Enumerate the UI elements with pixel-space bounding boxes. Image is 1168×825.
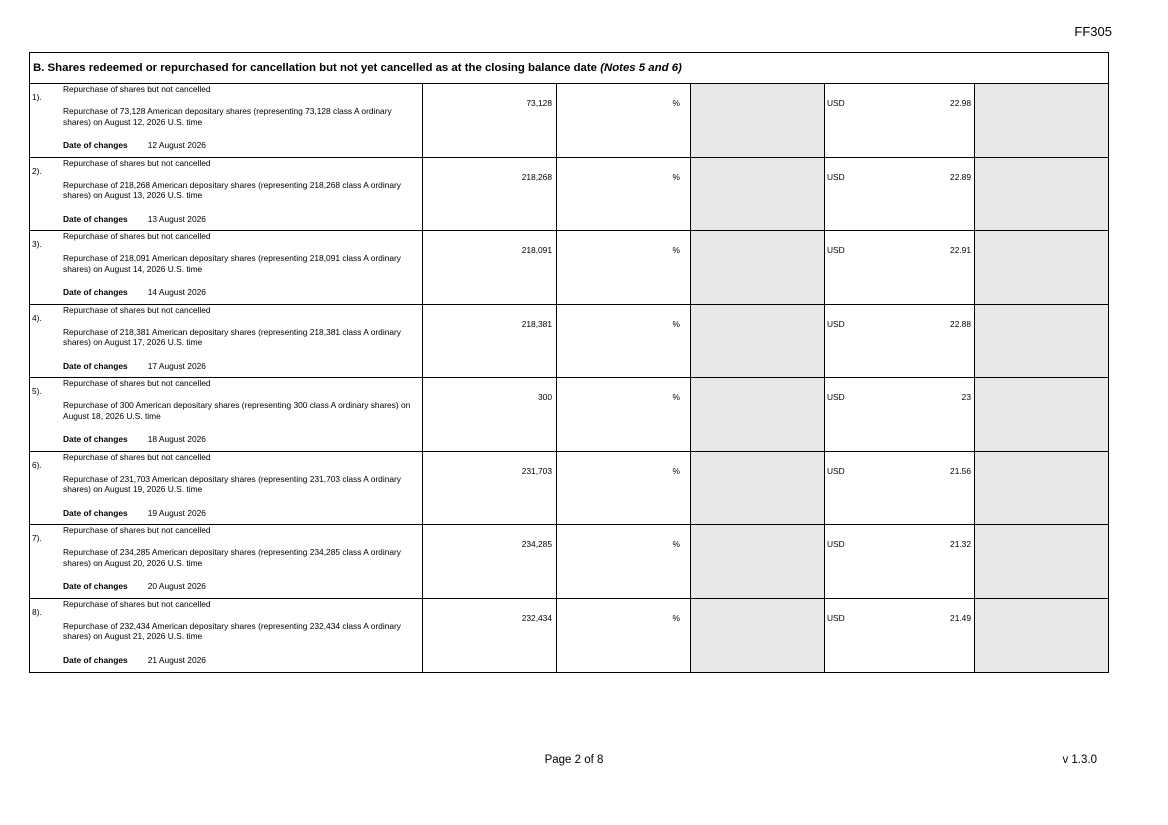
change-description: Repurchase of 234,285 American depositary shares (representing 234,285 class A ordinary shares) on August 20, 2026 U.S. time	[63, 547, 401, 568]
currency-label: USD	[827, 465, 845, 476]
price-value: 22.89	[950, 171, 971, 182]
date-of-changes	[63, 434, 206, 444]
change-type: Repurchase of shares but not cancelled	[63, 378, 211, 388]
table-row	[30, 158, 1108, 232]
shaded-cell	[975, 84, 1108, 157]
date-of-changes	[63, 287, 206, 297]
date-of-changes-label: Date of changes	[63, 287, 128, 297]
date-of-changes-label: Date of changes	[63, 213, 128, 224]
table-row	[30, 525, 1108, 599]
percent-cell: %	[557, 452, 691, 525]
table-row	[30, 231, 1108, 305]
number-of-shares: 300	[423, 378, 557, 451]
percent-cell: %	[557, 378, 691, 451]
price-cell	[825, 525, 975, 598]
shaded-cell	[691, 84, 825, 157]
change-description: Repurchase of 218,268 American depositary shares (representing 218,268 class A ordinary shares) on August 13, 2026 U.S. time	[63, 179, 401, 200]
shaded-cell	[975, 231, 1108, 304]
date-of-changes	[63, 361, 206, 371]
date-of-changes-value: 21 August 2026	[147, 654, 206, 665]
section-title	[30, 53, 1108, 84]
date-of-changes	[63, 214, 206, 224]
price-cell	[825, 158, 975, 231]
shaded-cell	[691, 525, 825, 598]
number-of-shares: 218,381	[423, 305, 557, 378]
date-of-changes-label: Date of changes	[63, 434, 128, 444]
date-of-changes	[63, 581, 206, 591]
date-of-changes-value: 12 August 2026	[147, 140, 206, 150]
change-type: Repurchase of shares but not cancelled	[63, 231, 211, 241]
price-value: 22.91	[950, 245, 971, 255]
row-index: 3).	[32, 239, 42, 249]
shaded-cell	[691, 231, 825, 304]
number-of-shares: 231,703	[423, 452, 557, 525]
shaded-cell	[691, 378, 825, 451]
price-value: 22.88	[950, 318, 971, 329]
change-description: Repurchase of 231,703 American depositary shares (representing 231,703 class A ordinary shares) on August 19, 2026 U.S. time	[63, 473, 401, 494]
date-of-changes-value: 20 August 2026	[147, 581, 206, 591]
number-of-shares: 234,285	[423, 525, 557, 598]
date-of-changes-value: 17 August 2026	[147, 360, 206, 371]
shaded-cell	[975, 599, 1108, 673]
percent-cell: %	[557, 599, 691, 673]
change-type: Repurchase of shares but not cancelled	[63, 304, 211, 315]
currency-label: USD	[827, 98, 845, 108]
change-type: Repurchase of shares but not cancelled	[63, 598, 211, 609]
section-notes: (Notes 5 and 6)	[600, 62, 682, 74]
change-type: Repurchase of shares but not cancelled	[63, 84, 211, 94]
price-cell	[825, 305, 975, 378]
date-of-changes	[63, 655, 206, 665]
description-cell	[30, 231, 423, 304]
row-index: 7).	[32, 533, 42, 543]
price-value: 23	[961, 392, 971, 402]
section-title-text: B. Shares redeemed or repurchased for cancellation but not yet cancelled as at the closing balance date	[33, 62, 598, 74]
currency-label: USD	[827, 171, 845, 182]
percent-cell: %	[557, 231, 691, 304]
row-index: 2).	[32, 165, 42, 176]
change-type: Repurchase of shares but not cancelled	[63, 157, 211, 168]
date-of-changes	[63, 140, 206, 150]
shaded-cell	[691, 305, 825, 378]
shaded-cell	[691, 158, 825, 231]
number-of-shares: 73,128	[423, 84, 557, 157]
shaded-cell	[691, 452, 825, 525]
shaded-cell	[975, 378, 1108, 451]
currency-label: USD	[827, 245, 845, 255]
price-cell	[825, 599, 975, 673]
date-of-changes-value: 18 August 2026	[147, 434, 206, 444]
price-cell	[825, 378, 975, 451]
repurchase-section	[29, 52, 1109, 673]
number-of-shares: 218,268	[423, 158, 557, 231]
description-cell	[30, 525, 423, 598]
price-value: 21.49	[950, 612, 971, 623]
date-of-changes-label: Date of changes	[63, 507, 128, 518]
shaded-cell	[975, 305, 1108, 378]
price-cell	[825, 231, 975, 304]
currency-label: USD	[827, 539, 845, 549]
date-of-changes-label: Date of changes	[63, 140, 128, 150]
percent-cell: %	[557, 158, 691, 231]
shaded-cell	[691, 599, 825, 673]
table-row	[30, 305, 1108, 379]
row-index: 5).	[32, 386, 42, 396]
number-of-shares: 232,434	[423, 599, 557, 673]
change-description: Repurchase of 218,381 American depositary shares (representing 218,381 class A ordinary shares) on August 17, 2026 U.S. time	[63, 326, 401, 347]
description-cell	[30, 452, 423, 525]
percent-cell: %	[557, 305, 691, 378]
percent-cell: %	[557, 84, 691, 157]
entries-table	[30, 84, 1108, 672]
date-of-changes-label: Date of changes	[63, 654, 128, 665]
date-of-changes-value: 13 August 2026	[147, 213, 206, 224]
row-index: 8).	[32, 606, 42, 617]
change-type: Repurchase of shares but not cancelled	[63, 451, 211, 462]
change-type: Repurchase of shares but not cancelled	[63, 525, 211, 535]
description-cell	[30, 305, 423, 378]
table-row	[30, 599, 1108, 673]
shaded-cell	[975, 158, 1108, 231]
price-value: 21.32	[950, 539, 971, 549]
table-row	[30, 84, 1108, 158]
description-cell	[30, 84, 423, 157]
version-label: v 1.3.0	[1062, 754, 1097, 766]
shaded-cell	[975, 452, 1108, 525]
number-of-shares: 218,091	[423, 231, 557, 304]
table-row	[30, 452, 1108, 526]
description-cell	[30, 599, 423, 673]
date-of-changes-value: 14 August 2026	[147, 287, 206, 297]
currency-label: USD	[827, 612, 845, 623]
date-of-changes-value: 19 August 2026	[147, 507, 206, 518]
date-of-changes-label: Date of changes	[63, 581, 128, 591]
table-row	[30, 378, 1108, 452]
change-description: Repurchase of 232,434 American depositary shares (representing 232,434 class A ordinary shares) on August 21, 2026 U.S. time	[63, 620, 401, 641]
percent-cell: %	[557, 525, 691, 598]
price-cell	[825, 84, 975, 157]
row-index: 1).	[32, 92, 42, 102]
price-value: 22.98	[950, 98, 971, 108]
change-description: Repurchase of 73,128 American depositary shares (representing 73,128 class A ordinary shares) on August 12, 2026 U.S. time	[63, 106, 392, 127]
change-description: Repurchase of 300 American depositary shares (representing 300 class A ordinary shares) on August 18, 2026 U.S. time	[63, 400, 411, 421]
change-description: Repurchase of 218,091 American depositary shares (representing 218,091 class A ordinary shares) on August 14, 2026 U.S. time	[63, 253, 401, 274]
shaded-cell	[975, 525, 1108, 598]
description-cell	[30, 158, 423, 231]
price-value: 21.56	[950, 465, 971, 476]
price-cell	[825, 452, 975, 525]
date-of-changes	[63, 508, 206, 518]
row-index: 4).	[32, 312, 42, 323]
form-code: FF305	[1074, 24, 1112, 39]
currency-label: USD	[827, 318, 845, 329]
page-number: Page 2 of 8	[544, 754, 604, 766]
row-index: 6).	[32, 459, 42, 470]
description-cell	[30, 378, 423, 451]
date-of-changes-label: Date of changes	[63, 360, 128, 371]
currency-label: USD	[827, 392, 845, 402]
